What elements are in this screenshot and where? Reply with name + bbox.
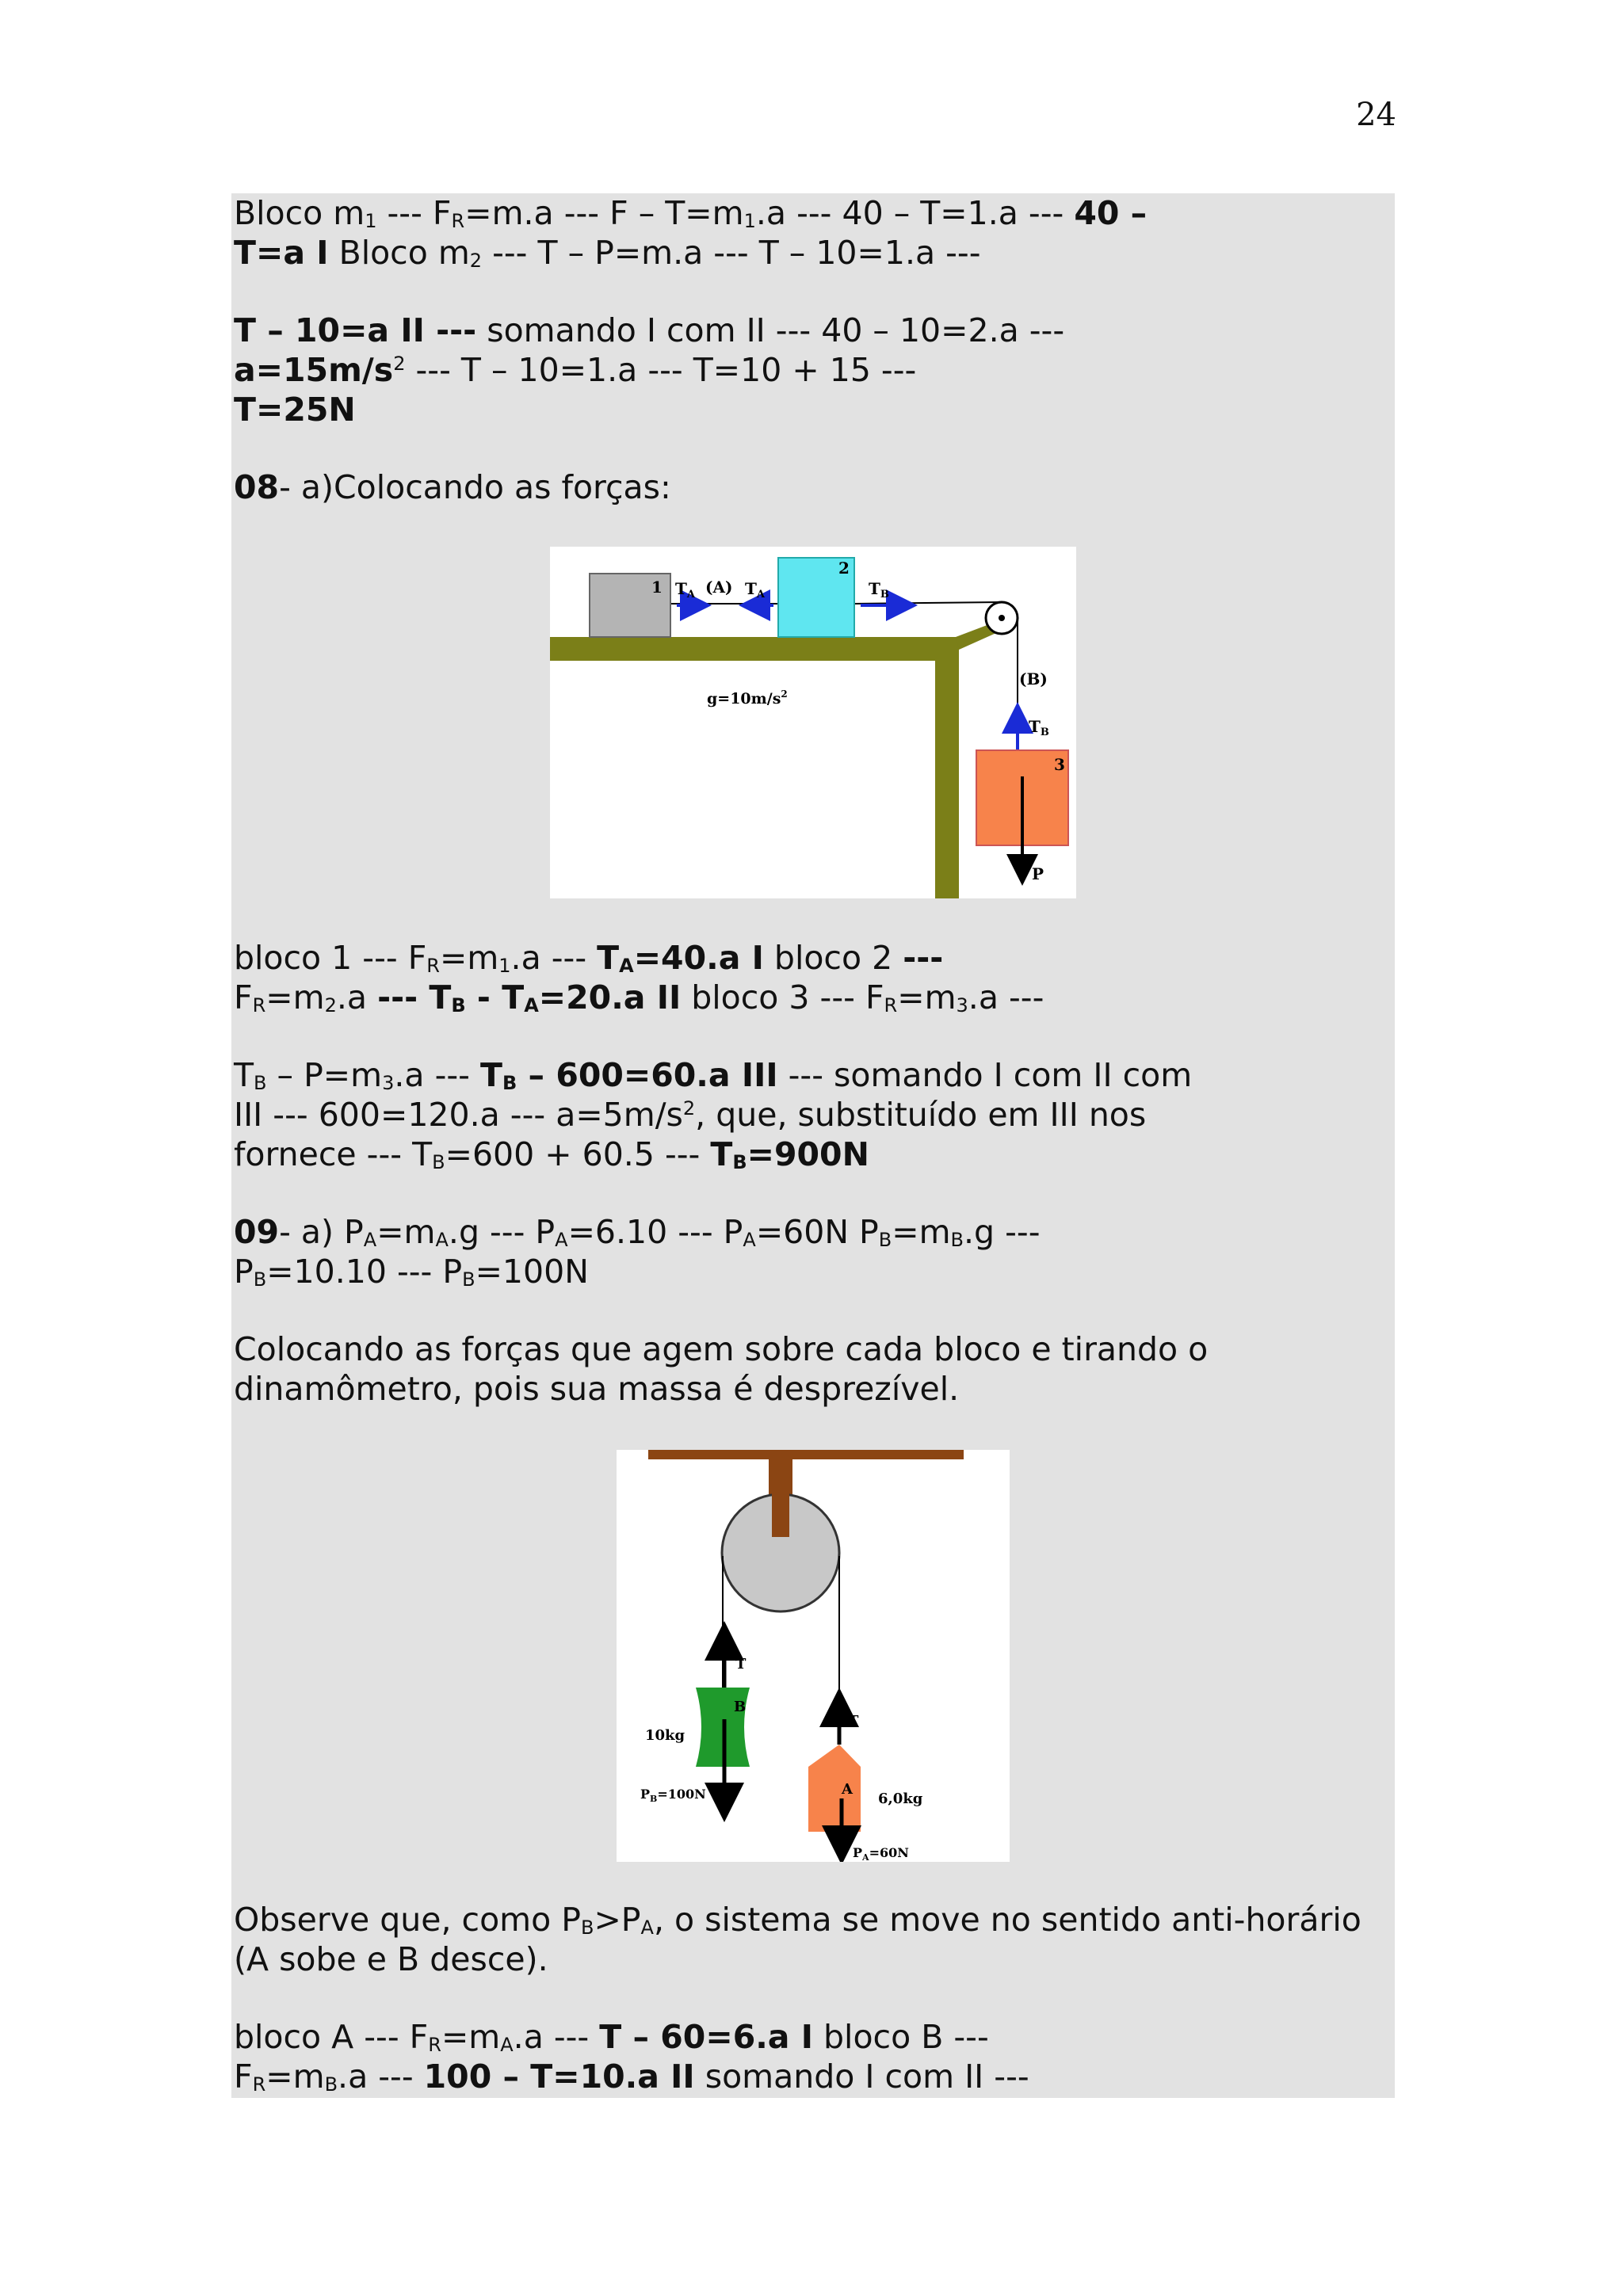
svg-text:B: B	[734, 1699, 747, 1715]
svg-text:T: T	[848, 1713, 859, 1730]
text-line: (A sobe e B desce).	[234, 1940, 548, 1978]
svg-text:TB: $T_B$	[1029, 717, 1049, 738]
text-line: Bloco $m_1$ --- $F_R=m.a$ --- $F - T=m_1.a$ --- 40 – T=1.a --- 40 –	[234, 194, 1148, 232]
svg-text:PB=100N: $P_B=100N$	[640, 1787, 706, 1804]
svg-text:P: P	[1032, 864, 1044, 883]
svg-text:2: 2	[838, 559, 850, 578]
text-line: $P_B=10.10$ --- $P_B=100N$	[234, 1253, 589, 1291]
text-line: fornece --- $T_B=600 + 60.5$ --- $T_B=900N$	[234, 1135, 869, 1173]
svg-text:1: 1	[651, 578, 663, 597]
text-line: $a=15m/s^2$ --- T – 10=1.a --- T=10 + 15 ---	[234, 351, 917, 389]
table-leg	[935, 637, 959, 898]
text-line: $F_R=m_2.a$ --- $T_B - T_A=20.a$ II bloco 3 --- $F_R=m_3.a$ ---	[234, 978, 1044, 1016]
text-line: Colocando as forças que agem sobre cada bloco e tirando o	[234, 1330, 1209, 1368]
text-line: $T_B - P=m_3.a$ --- $T_B - 600=60.a$ III --- somando I com II com	[234, 1056, 1193, 1094]
pulley-table-diagram	[550, 547, 1076, 898]
svg-text:g=10m/s2: $g=10m/s^2$	[707, 688, 788, 707]
ceiling-support	[648, 1450, 964, 1459]
text-line: T=25N	[234, 391, 356, 429]
svg-text:A: A	[842, 1781, 853, 1798]
question-09-line: 09- a) $P_A=m_A.g$ --- $P_A=6.10$ --- $P_A=60N$ $P_B=m_B.g$ ---	[234, 1213, 1041, 1251]
text-line: III --- 600=120.a --- $a=5m/s^2$, que, substituído em III nos	[234, 1096, 1147, 1134]
svg-text:(B): (B)	[1019, 669, 1048, 688]
block-a	[808, 1745, 861, 1832]
text-line: dinamômetro, pois sua massa é desprezível.	[234, 1370, 960, 1408]
svg-text:3: 3	[1054, 755, 1065, 774]
svg-text:6,0kg: 6,0kg	[878, 1791, 923, 1807]
atwood-machine-diagram	[617, 1450, 1010, 1862]
text-line: T=a I Bloco $m_2$ --- T – P=m.a --- T – 10=1.a ---	[234, 234, 981, 272]
text-line: T – 10=a II --- somando I com II --- 40 – 10=2.a ---	[234, 311, 1065, 349]
figure-pulley-table	[550, 547, 1076, 898]
svg-text:T: T	[735, 1656, 747, 1672]
svg-text:PA=60N: $P_A=60N$	[853, 1845, 909, 1862]
text-line: $F_R=m_B.a$ --- 100 – T=10.a II somando I com II ---	[234, 2058, 1029, 2096]
question-08-heading: 08- a)Colocando as forças:	[234, 468, 671, 506]
table-top	[550, 637, 956, 661]
text-line: Observe que, como $P_B>P_A$, o sistema se move no sentido anti-horário	[234, 1901, 1361, 1939]
figure-atwood-machine	[617, 1450, 1010, 1862]
svg-text:10kg: 10kg	[645, 1727, 685, 1744]
text-line: bloco 1 --- $F_R=m_1.a$ --- $T_A=40.a$ I bloco 2 ---	[234, 939, 944, 977]
svg-text:(A): (A)	[705, 578, 733, 597]
svg-text:TB: $T_B$	[869, 579, 889, 601]
page-number: 24	[1356, 97, 1396, 133]
content-area	[231, 193, 1395, 2098]
svg-text:TA: $T_A$	[745, 579, 765, 601]
text-line: bloco A --- $F_R=m_A.a$ --- T – 60=6.a I bloco B ---	[234, 2018, 989, 2056]
svg-text:TA: $T_A$	[675, 579, 695, 601]
